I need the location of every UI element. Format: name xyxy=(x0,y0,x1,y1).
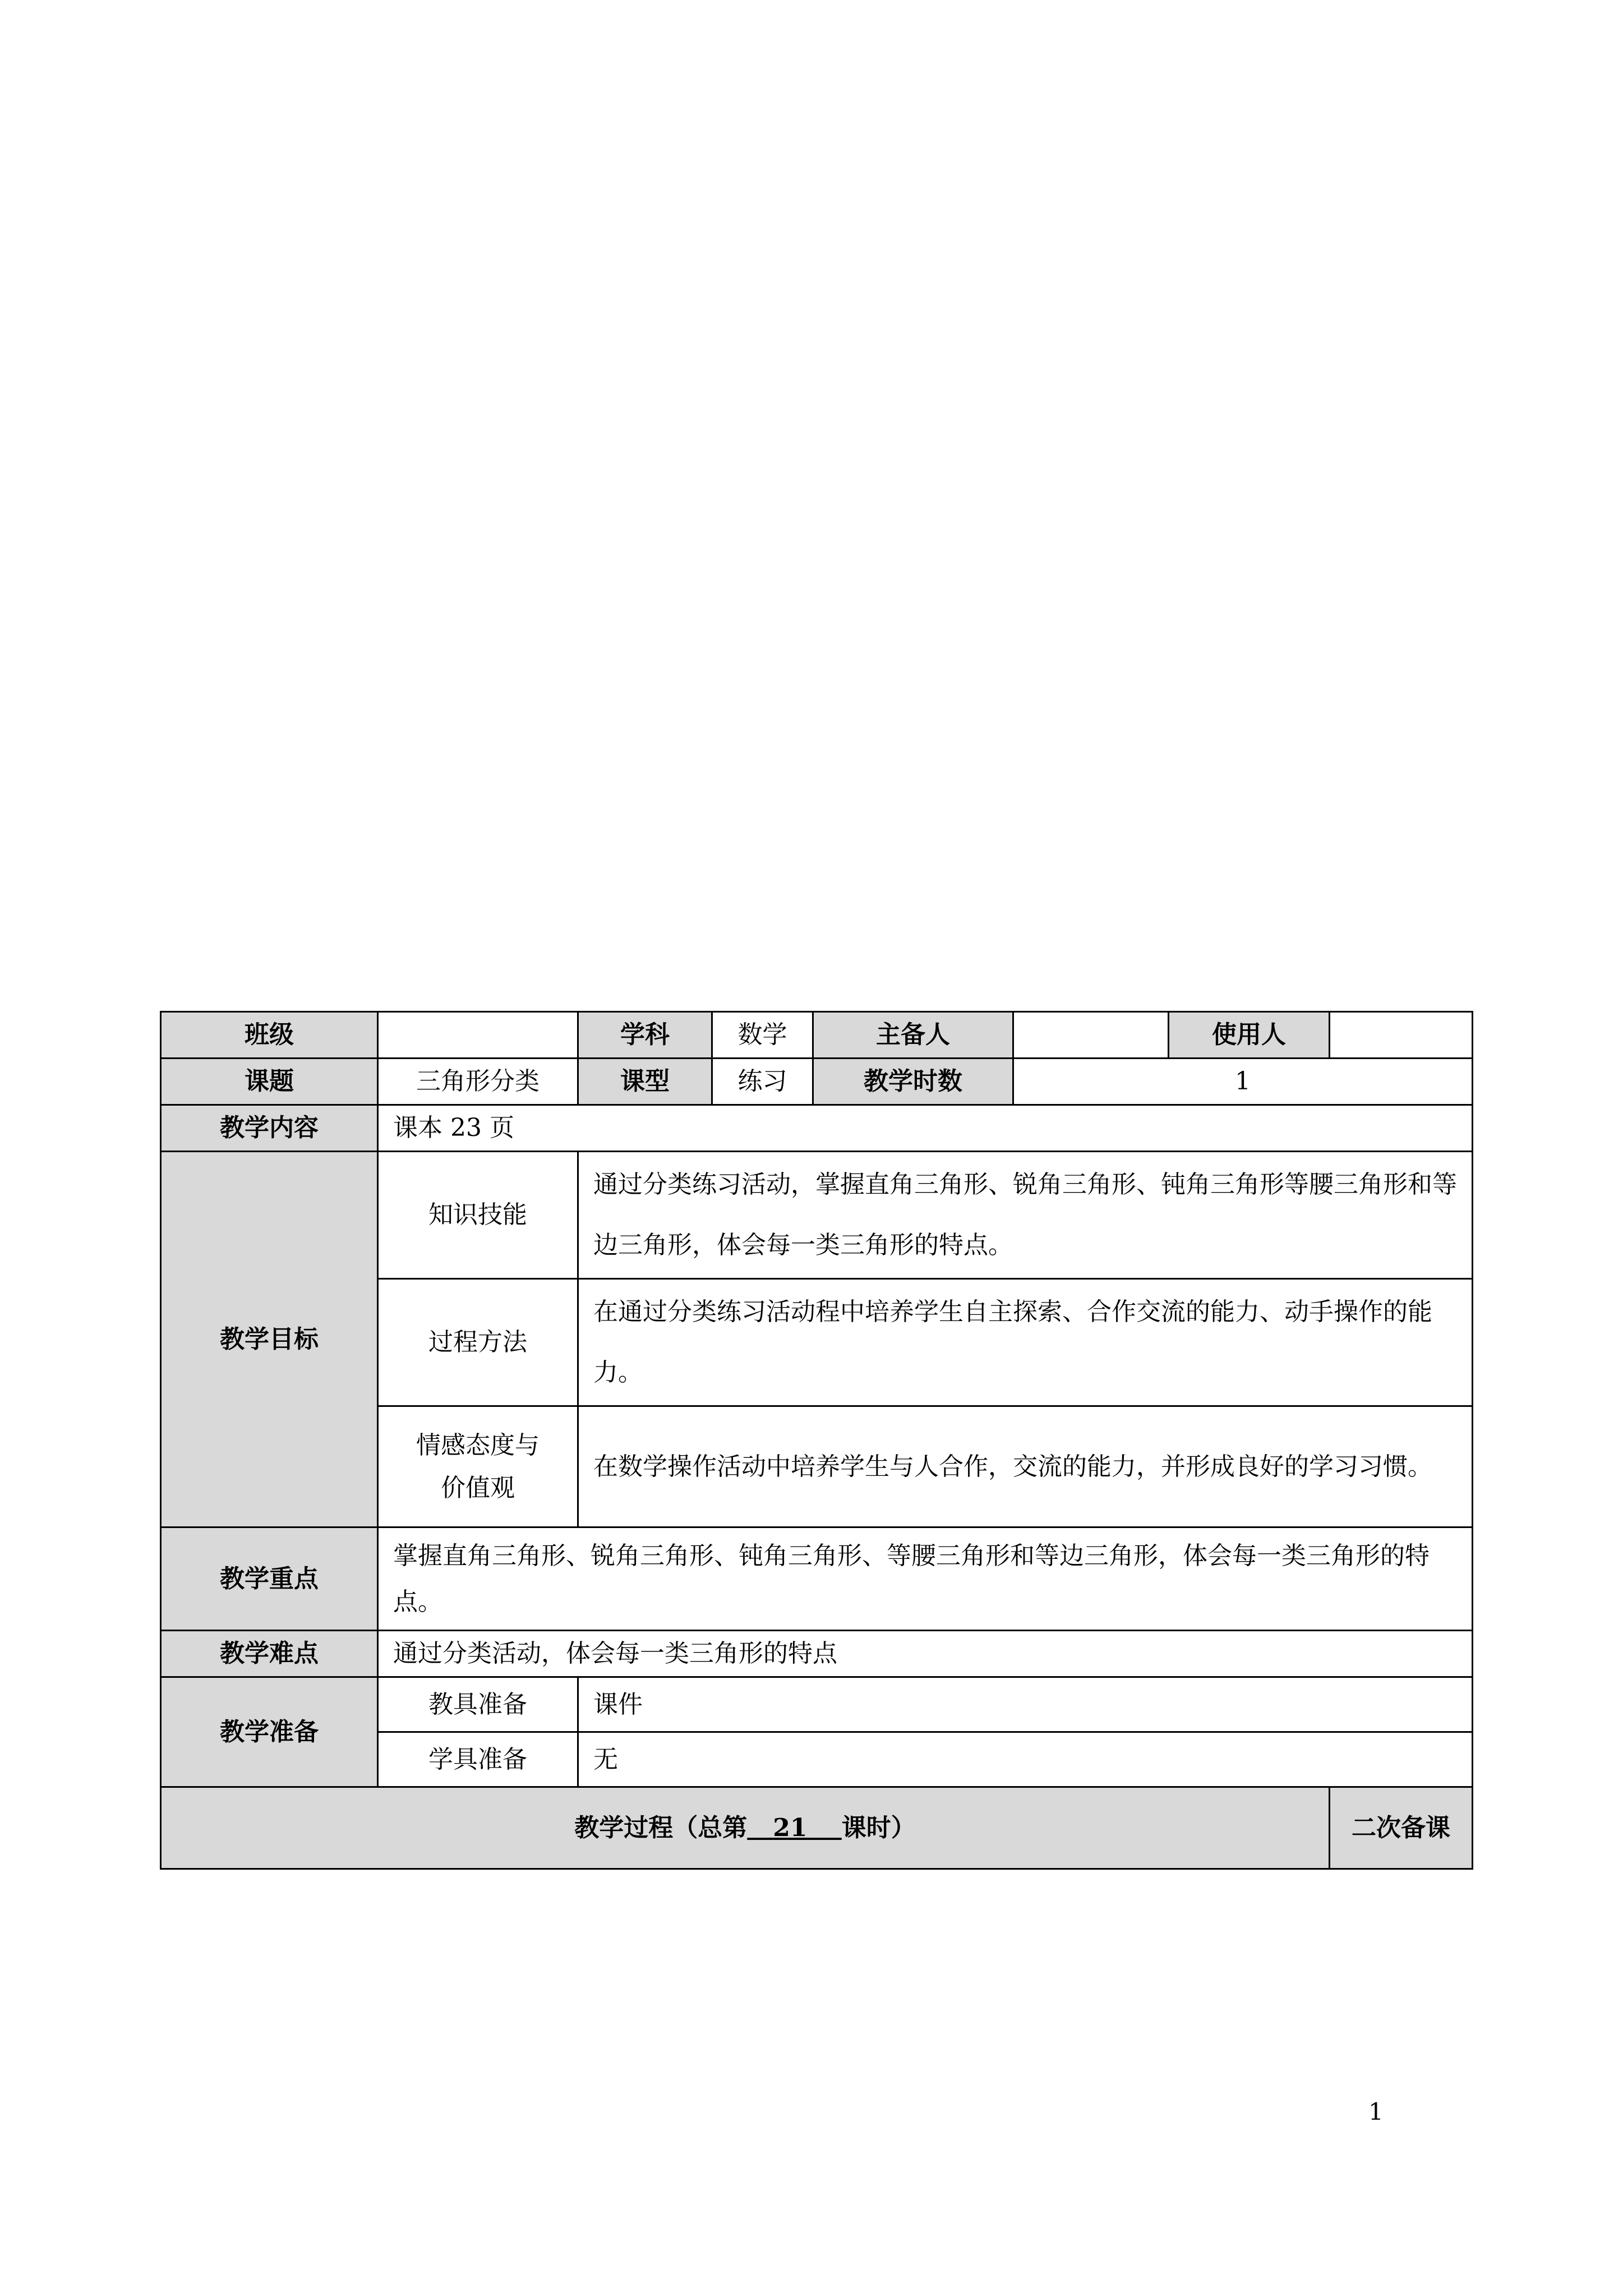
preparer-value xyxy=(1013,1012,1169,1059)
objectives-label: 教学目标 xyxy=(161,1152,378,1527)
user-label: 使用人 xyxy=(1169,1012,1330,1059)
objective-attitude-label-line2: 价值观 xyxy=(441,1473,515,1502)
key-points-row xyxy=(161,1527,1473,1631)
teacher-prep-value: 课件 xyxy=(578,1677,1473,1732)
class-label: 班级 xyxy=(161,1012,378,1059)
hours-label: 教学时数 xyxy=(813,1059,1013,1105)
objective-knowledge-label: 知识技能 xyxy=(378,1152,578,1279)
key-points-label: 教学重点 xyxy=(161,1527,378,1631)
preparation-label: 教学准备 xyxy=(161,1677,378,1787)
page-number: 1 xyxy=(1368,2098,1384,2125)
subject-value: 数学 xyxy=(712,1012,813,1059)
teacher-prep-label: 教具准备 xyxy=(378,1677,578,1732)
topic-label: 课题 xyxy=(161,1059,378,1105)
class-value xyxy=(378,1012,578,1059)
lesson-plan-table xyxy=(160,1011,1473,1870)
objective-process-text: 在通过分类练习活动程中培养学生自主探索、合作交流的能力、动手操作的能力。 xyxy=(578,1279,1473,1406)
user-value xyxy=(1330,1012,1473,1059)
key-points-text: 掌握直角三角形、锐角三角形、钝角三角形、等腰三角形和等边三角形，体会每一类三角形的特点。 xyxy=(378,1527,1473,1631)
type-label: 课型 xyxy=(578,1059,712,1105)
topic-row xyxy=(161,1059,1473,1105)
content-row xyxy=(161,1105,1473,1152)
type-value: 练习 xyxy=(712,1059,813,1105)
objective-attitude-label-line1: 情感态度与 xyxy=(416,1430,540,1460)
difficulties-row xyxy=(161,1631,1473,1677)
process-row xyxy=(161,1787,1473,1869)
objective-process-label: 过程方法 xyxy=(378,1279,578,1406)
hours-value: 1 xyxy=(1013,1059,1473,1105)
objective-knowledge-text: 通过分类练习活动，掌握直角三角形、锐角三角形、钝角三角形等腰三角形和等边三角形，体会每一类三角形的特点。 xyxy=(578,1152,1473,1279)
student-prep-label: 学具准备 xyxy=(378,1732,578,1787)
process-suffix: 课时） xyxy=(841,1813,916,1842)
preparer-label: 主备人 xyxy=(813,1012,1013,1059)
header-row xyxy=(161,1012,1473,1059)
preparation-teacher-row xyxy=(161,1677,1473,1732)
difficulties-label: 教学难点 xyxy=(161,1631,378,1677)
objective-knowledge-row xyxy=(161,1152,1473,1279)
objective-attitude-text: 在数学操作活动中培养学生与人合作，交流的能力，并形成良好的学习习惯。 xyxy=(578,1406,1473,1527)
difficulties-text: 通过分类活动，体会每一类三角形的特点 xyxy=(378,1631,1473,1677)
second-prep-label: 二次备课 xyxy=(1330,1787,1473,1869)
lesson-number: 21 xyxy=(773,1813,808,1842)
content-value: 课本 23 页 xyxy=(378,1105,1473,1152)
process-title xyxy=(161,1787,1330,1869)
content-label: 教学内容 xyxy=(161,1105,378,1152)
objective-attitude-label xyxy=(378,1406,578,1527)
process-prefix: 教学过程（总第 xyxy=(574,1813,748,1842)
student-prep-value: 无 xyxy=(578,1732,1473,1787)
subject-label: 学科 xyxy=(578,1012,712,1059)
topic-value: 三角形分类 xyxy=(378,1059,578,1105)
